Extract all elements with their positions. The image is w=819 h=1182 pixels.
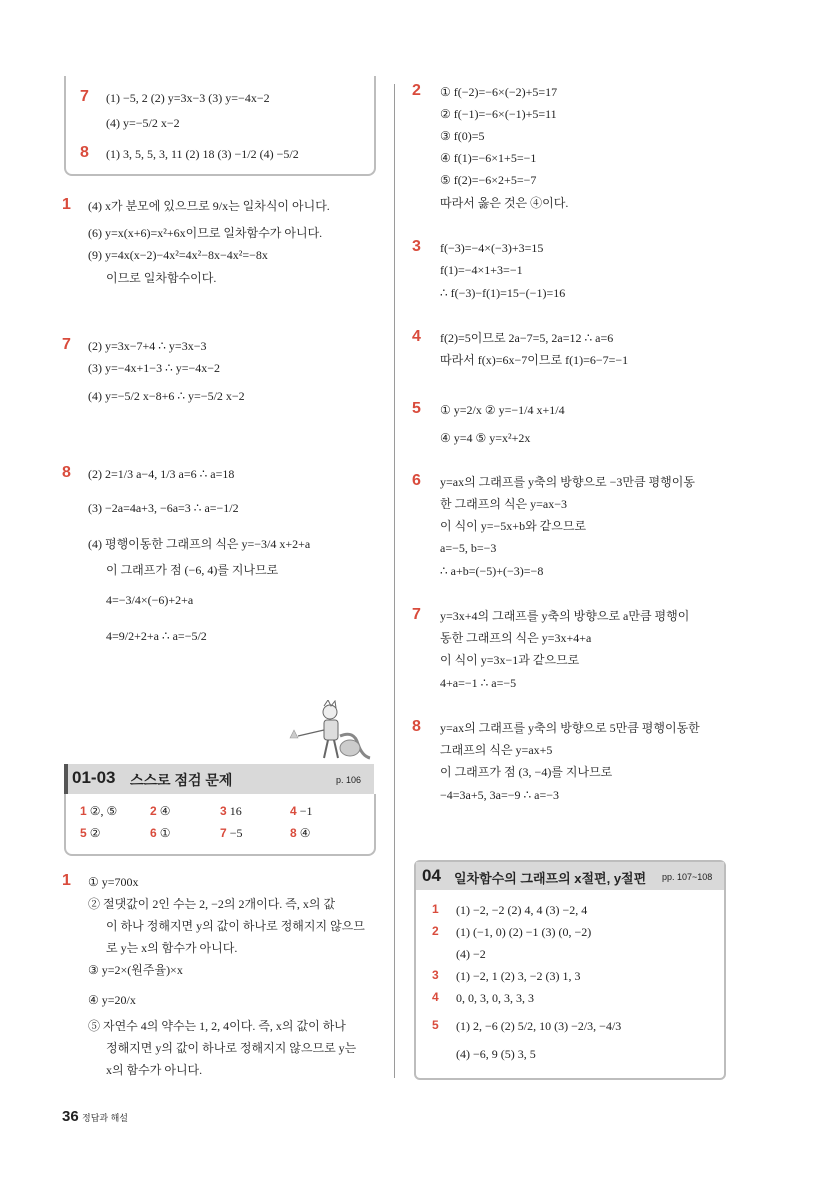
solution-line: 4+a=−1 ∴ a=−5 [440, 676, 517, 690]
solution-line: (4) y=−5/2 x−8+6 ∴ y=−5/2 x−2 [88, 389, 245, 403]
solution-line: x의 함수가 아니다. [106, 1063, 203, 1077]
page-number: 36 [62, 1108, 79, 1125]
solution-line: 이 식이 y=−5x+b와 같으므로 [440, 519, 587, 533]
answer-number: 1 [432, 902, 439, 916]
page-ref: p. 106 [336, 775, 362, 785]
solution-line: ④ f(1)=−6×1+5=−1 [440, 151, 537, 165]
check-answer: 3 16 [220, 804, 242, 818]
solution-number: 8 [412, 718, 421, 735]
check-answer: 4 −1 [290, 804, 313, 818]
section-title: 스스로 점검 문제 [130, 772, 233, 788]
solution-line: (2) y=3x−7+4 ∴ y=3x−3 [88, 339, 207, 353]
answer-number: 7 [80, 88, 89, 105]
solution-number: 8 [62, 464, 71, 481]
answer-line: (1) (−1, 0) (2) −1 (3) (0, −2) [456, 925, 592, 939]
solution-line: ① y=700x [88, 875, 139, 889]
solution-number: 6 [412, 472, 421, 489]
answer-line: (1) 3, 5, 5, 3, 11 (2) 18 (3) −1/2 (4) −5/2 [106, 147, 299, 161]
solution-number: 5 [412, 400, 421, 417]
solution-line: (4) 평행이동한 그래프의 식은 y=−3/4 x+2+a [88, 537, 311, 551]
solution-line: 로 y는 x의 함수가 아니다. [106, 941, 238, 955]
solution-line: ⑤ 자연수 4의 약수는 1, 2, 4이다. 즉, x의 값이 하나 [88, 1019, 346, 1033]
solution-number: 7 [62, 336, 71, 353]
check-answer: 5 ② [80, 826, 101, 840]
answer-number: 5 [432, 1018, 439, 1032]
solution-line: 이므로 일차함수이다. [106, 271, 217, 285]
section-code: 04 [422, 866, 441, 885]
solution-line: 이 그래프가 점 (3, −4)를 지나므로 [440, 765, 613, 779]
solution-line: (6) y=x(x+6)=x²+6x이므로 일차함수가 아니다. [88, 226, 323, 240]
solution-line: y=ax의 그래프를 y축의 방향으로 −3만큼 평행이동 [440, 475, 695, 489]
character-illustration [284, 700, 376, 764]
solution-line: f(2)=5이므로 2a−7=5, 2a=12 ∴ a=6 [440, 331, 614, 345]
check-answer: 1 ②, ⑤ [80, 804, 118, 818]
solution-line: (9) y=4x(x−2)−4x²=4x²−8x−4x²=−8x [88, 248, 268, 262]
answer-line: (4) y=−5/2 x−2 [106, 116, 180, 130]
check-answer: 6 ① [150, 826, 171, 840]
solution-number: 7 [412, 606, 421, 623]
solution-number: 3 [412, 238, 421, 255]
solution-line: ② f(−1)=−6×(−1)+5=11 [440, 107, 557, 121]
solution-number: 4 [412, 328, 421, 345]
answer-number: 3 [432, 968, 439, 982]
answer-line: (1) −5, 2 (2) y=3x−3 (3) y=−4x−2 [106, 91, 270, 105]
solution-line: y=3x+4의 그래프를 y축의 방향으로 a만큼 평행이 [440, 609, 690, 623]
header-accent [64, 764, 68, 794]
solution-number: 1 [62, 872, 71, 889]
solution-line: ③ f(0)=5 [440, 129, 485, 143]
page-footer [62, 1108, 128, 1125]
solution-line: 이 그래프가 점 (−6, 4)를 지나므로 [106, 563, 279, 577]
answer-line: (4) −2 [456, 947, 486, 961]
solution-line: 그래프의 식은 y=ax+5 [440, 743, 553, 757]
solution-line: 동한 그래프의 식은 y=3x+4+a [440, 631, 592, 645]
column-divider [394, 84, 395, 1078]
solution-line: ③ y=2×(원주율)×x [88, 963, 183, 977]
solution-line: ② 절댓값이 2인 수는 2, −2의 2개이다. 즉, x의 값 [88, 897, 336, 911]
solution-line: a=−5, b=−3 [440, 541, 497, 555]
solution-line: 4=9/2+2+a ∴ a=−5/2 [106, 629, 207, 643]
answer-line: (1) 2, −6 (2) 5/2, 10 (3) −2/3, −4/3 [456, 1019, 622, 1033]
solution-line: ⑤ f(2)=−6×2+5=−7 [440, 173, 537, 187]
solution-line: ∴ f(−3)−f(1)=15−(−1)=16 [440, 286, 566, 300]
solution-line: 따라서 옳은 것은 ④이다. [440, 196, 569, 210]
solution-line: f(1)=−4×1+3=−1 [440, 263, 523, 277]
solution-line: (4) x가 분모에 있으므로 9/x는 일차식이 아니다. [88, 199, 330, 213]
solution-line: ① f(−2)=−6×(−2)+5=17 [440, 85, 558, 99]
answer-line: (1) −2, −2 (2) 4, 4 (3) −2, 4 [456, 903, 588, 917]
solution-line: ④ y=4 ⑤ y=x²+2x [440, 431, 531, 445]
solution-line: 따라서 f(x)=6x−7이므로 f(1)=6−7=−1 [440, 353, 629, 367]
solution-line: ④ y=20/x [88, 993, 136, 1007]
solution-number: 1 [62, 196, 71, 213]
solution-line: (2) 2=1/3 a−4, 1/3 a=6 ∴ a=18 [88, 467, 235, 481]
solution-line: y=ax의 그래프를 y축의 방향으로 5만큼 평행이동한 [440, 721, 700, 735]
answer-number: 4 [432, 990, 439, 1004]
solution-number: 2 [412, 82, 421, 99]
solution-line: (3) −2a=4a+3, −6a=3 ∴ a=−1/2 [88, 501, 239, 515]
page-ref: pp. 107~108 [662, 872, 713, 882]
solution-line: 한 그래프의 식은 y=ax−3 [440, 497, 568, 511]
solution-line: 이 식이 y=3x−1과 같으므로 [440, 653, 580, 667]
solution-line: ① y=2/x ② y=−1/4 x+1/4 [440, 403, 565, 417]
section-code: 01-03 [72, 768, 116, 787]
solution-line: −4=3a+5, 3a=−9 ∴ a=−3 [440, 788, 559, 802]
answer-line: 0, 0, 3, 0, 3, 3, 3 [456, 991, 534, 1005]
solution-line: ∴ a+b=(−5)+(−3)=−8 [440, 564, 544, 578]
solution-line: 정해지면 y의 값이 하나로 정해지지 않으므로 y는 [106, 1041, 357, 1055]
solution-line: (3) y=−4x+1−3 ∴ y=−4x−2 [88, 361, 220, 375]
check-answer: 7 −5 [220, 826, 243, 840]
check-answer: 8 ④ [290, 826, 311, 840]
solution-line: 4=−3/4×(−6)+2+a [106, 593, 194, 607]
solution-line: 이 하나 정해지면 y의 값이 하나로 정해지지 않으므 [106, 919, 365, 933]
section-title: 일차함수의 그래프의 x절편, y절편 [454, 871, 647, 886]
check-answer: 2 ④ [150, 804, 171, 818]
answer-line: (1) −2, 1 (2) 3, −2 (3) 1, 3 [456, 969, 581, 983]
answer-line: (4) −6, 9 (5) 3, 5 [456, 1047, 536, 1061]
solution-line: f(−3)=−4×(−3)+3=15 [440, 241, 544, 255]
footer-label: 정답과 해설 [82, 1113, 129, 1123]
answer-number: 8 [80, 144, 89, 161]
answer-number: 2 [432, 924, 439, 938]
